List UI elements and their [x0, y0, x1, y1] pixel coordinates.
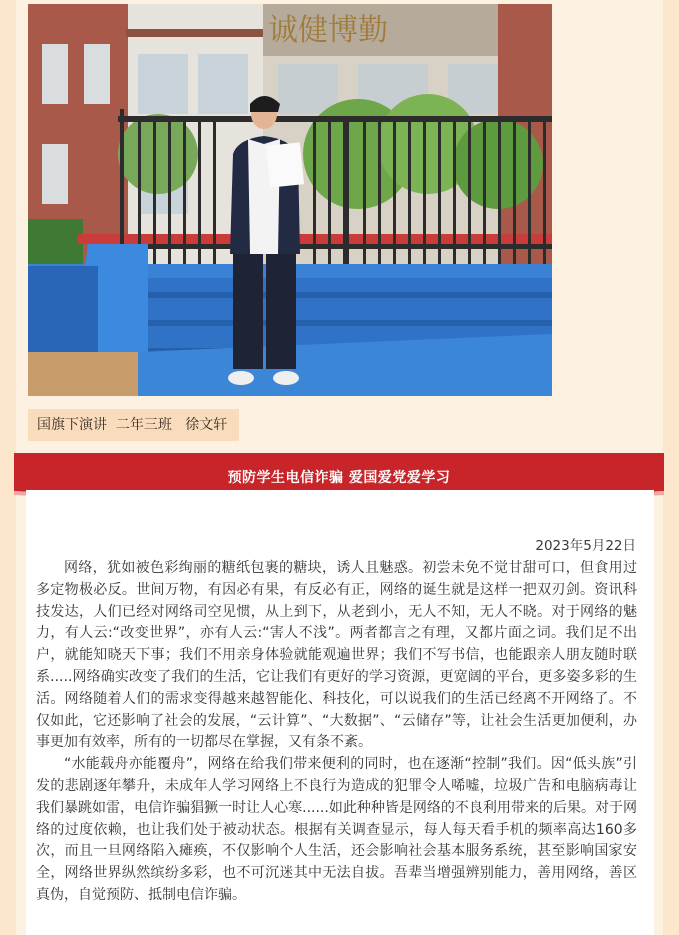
paragraph: 网络，犹如被色彩绚丽的糖纸包裹的糖块，诱人且魅惑。初尝未免不觉甘甜可口，但食用过多定物极必反。世间万物，有因必有果，有反必有正，网络的诞生就是这样一把双刃剑。资讯科技发达，人们已经对网络司空见惯，从上到下，从老到小，无人不知，无人不晓。对于网络的魅力，有人云:“改变世界”，亦有人云:“害人不浅”。两者都言之有理，又都片面之词。我们足不出户，就能知晓天下事；我们不用亲身体验就能观遍世界；我们不写书信，也能跟亲人朋友随时联系.....网络确实改变了我们的生活，它让我们有更好的学习资源，更宽阔的平台，更多姿多彩的生活。网络随着人们的需求变得越来越智能化、科技化，可以说我们的生活已经离不开网络了。不仅如此，它还影响了社会的发展，“云计算”、“大数据”、“云储存”等，让社会生活更加便利，办事更加有效率，所有的一切都尽在掌握，又有条不紊。: [36, 560, 637, 751]
article-date: 2023年5月22日: [535, 538, 636, 554]
building-sign-text: 诚健博勤: [268, 13, 388, 48]
photo-caption: 国旗下演讲 二年三班 徐文轩: [28, 409, 239, 441]
speech-photo-illustration: [28, 4, 552, 396]
speech-photo: [28, 4, 552, 396]
right-margin-strip: [663, 0, 679, 935]
article-text: [36, 558, 637, 907]
banner-title: 预防学生电信诈骗 爱国爱党爱学习: [227, 470, 451, 486]
paragraph: “水能载舟亦能覆舟”，网络在给我们带来便利的同时，也在逐渐“控制”我们。因“低头族”引发的悲剧逐年攀升，未成年人学习网络上不良行为造成的犯罪令人唏嘘，垃圾广告和电脑病毒让我们暴跳如雷，电信诈骗猖獗一时让人心寒......如此种种皆是网络的不良利用带来的后果。对于网络的过度依赖，也让我们处于被动状态。根据有关调查显示，每人每天看手机的频率高达160多次，而且一旦网络陷入瘫痪，不仅影响个人生活，还会影响社会基本服务系统，甚至影响国家安全，网络世界纵然缤纷多彩，也不可沉迷其中无法自拔。吾辈当增强辨别能力，善用网络，善区真伪，自觉预防、抵制电信诈骗。: [36, 756, 637, 903]
article-body: [26, 490, 654, 935]
